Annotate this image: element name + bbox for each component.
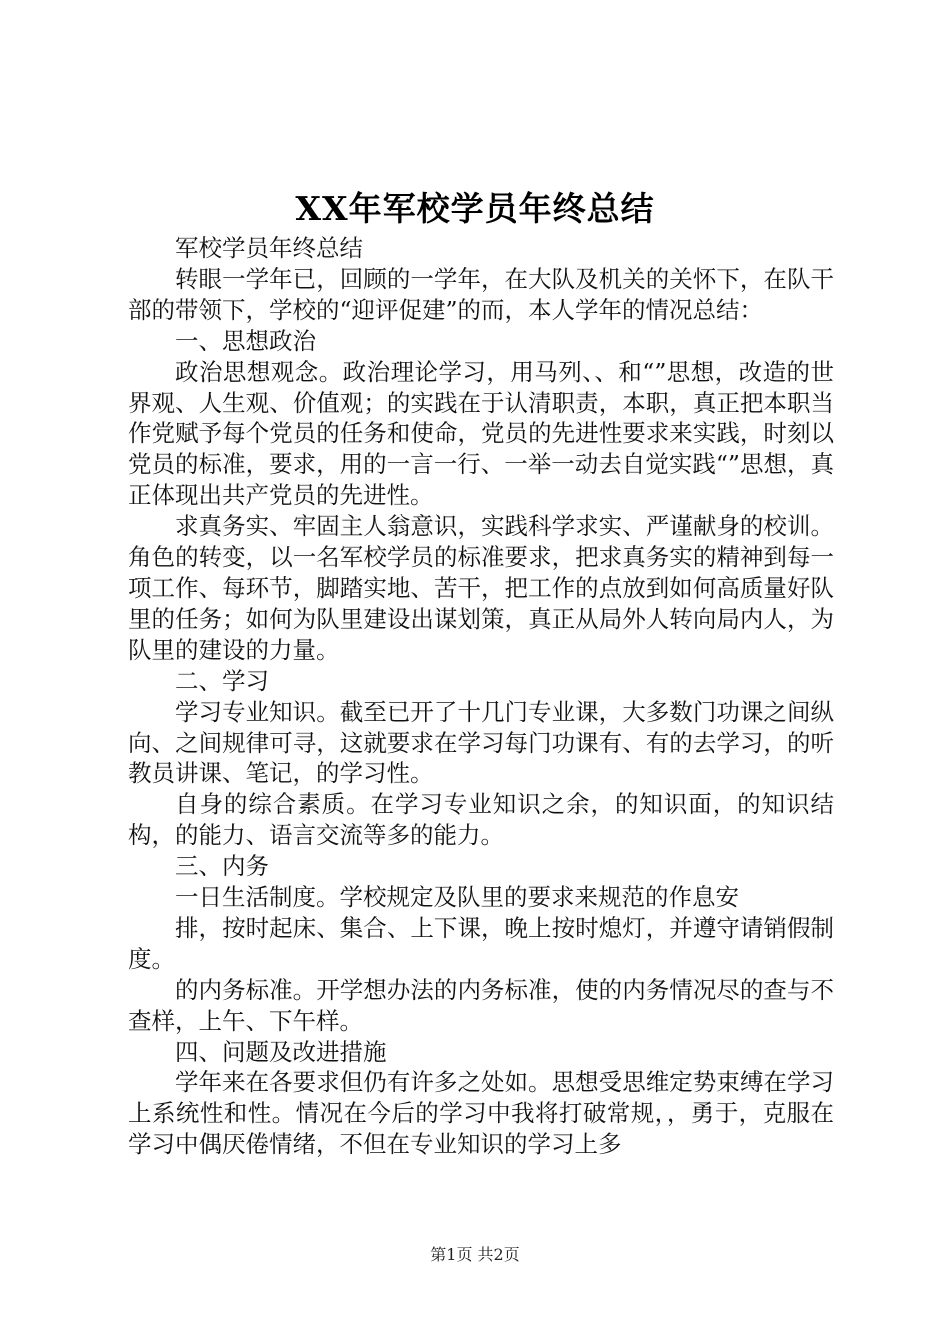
paragraph-study-2: 自身的综合素质。在学习专业知识之余，的知识面，的知识结构，的能力、语言交流等多的能力。 [128, 790, 834, 850]
section-heading-politics: 一、思想政治 [175, 326, 316, 355]
paragraph-affairs-1: 一日生活制度。学校规定及队里的要求来规范的作息安 [175, 883, 739, 912]
paragraph-intro: 转眼一学年已，回顾的一学年，在大队及机关的关怀下，在队干部的带领下，学校的“迎评促建”的而，本人学年的情况总结： [128, 264, 834, 324]
document-title: XX年军校学员年终总结 [295, 189, 655, 228]
page-number-footer: 第1页 共2页 [430, 1245, 520, 1264]
section-heading-study: 二、学习 [175, 666, 269, 695]
paragraph-affairs-3: 的内务标准。开学想办法的内务标准，使的内务情况尽的查与不查样，上午、下午样。 [128, 975, 834, 1035]
section-heading-affairs: 三、内务 [175, 852, 269, 881]
document-body [128, 233, 834, 1160]
paragraph-subtitle: 军校学员年终总结 [175, 234, 363, 262]
paragraph-affairs-2: 排，按时起床、集合、上下课，晚上按时熄灯，并遵守请销假制度。 [128, 913, 834, 973]
section-heading-issues: 四、问题及改进措施 [175, 1037, 387, 1066]
paragraph-study-1: 学习专业知识。截至已开了十几门专业课，大多数门功课之间纵向、之间规律可寻，这就要求在学习每门功课有、有的去学习，的听教员讲课、笔记，的学习性。 [128, 697, 834, 788]
paragraph-issues-1: 学年来在各要求但仍有许多之处如。思想受思维定势束缚在学习上系统性和性。情况在今后的学习中我将打破常规，，勇于，克服在学习中偶厌倦情绪，不但在专业知识的学习上多 [128, 1068, 834, 1159]
paragraph-politics-2: 求真务实、牢固主人翁意识，实践科学求实、严谨献身的校训。角色的转变，以一名军校学员的标准要求，把求真务实的精神到每一项工作、每环节，脚踏实地、苦干，把工作的点放到如何高质量好队里的任务；如何为队里建设出谋划策，真正从局外人转向局内人，为队里的建设的力量。 [128, 512, 834, 664]
paragraph-politics-1: 政治思想观念。政治理论学习，用马列、、和“”思想，改造的世界观、人生观、价值观；的实践在于认清职责，本职，真正把本职当作党赋予每个党员的任务和使命，党员的先进性要求来实践，时刻以党员的标准，要求，用的一言一行、一举一动去自觉实践“”思想，真正体现出共产党员的先进性。 [128, 357, 834, 510]
